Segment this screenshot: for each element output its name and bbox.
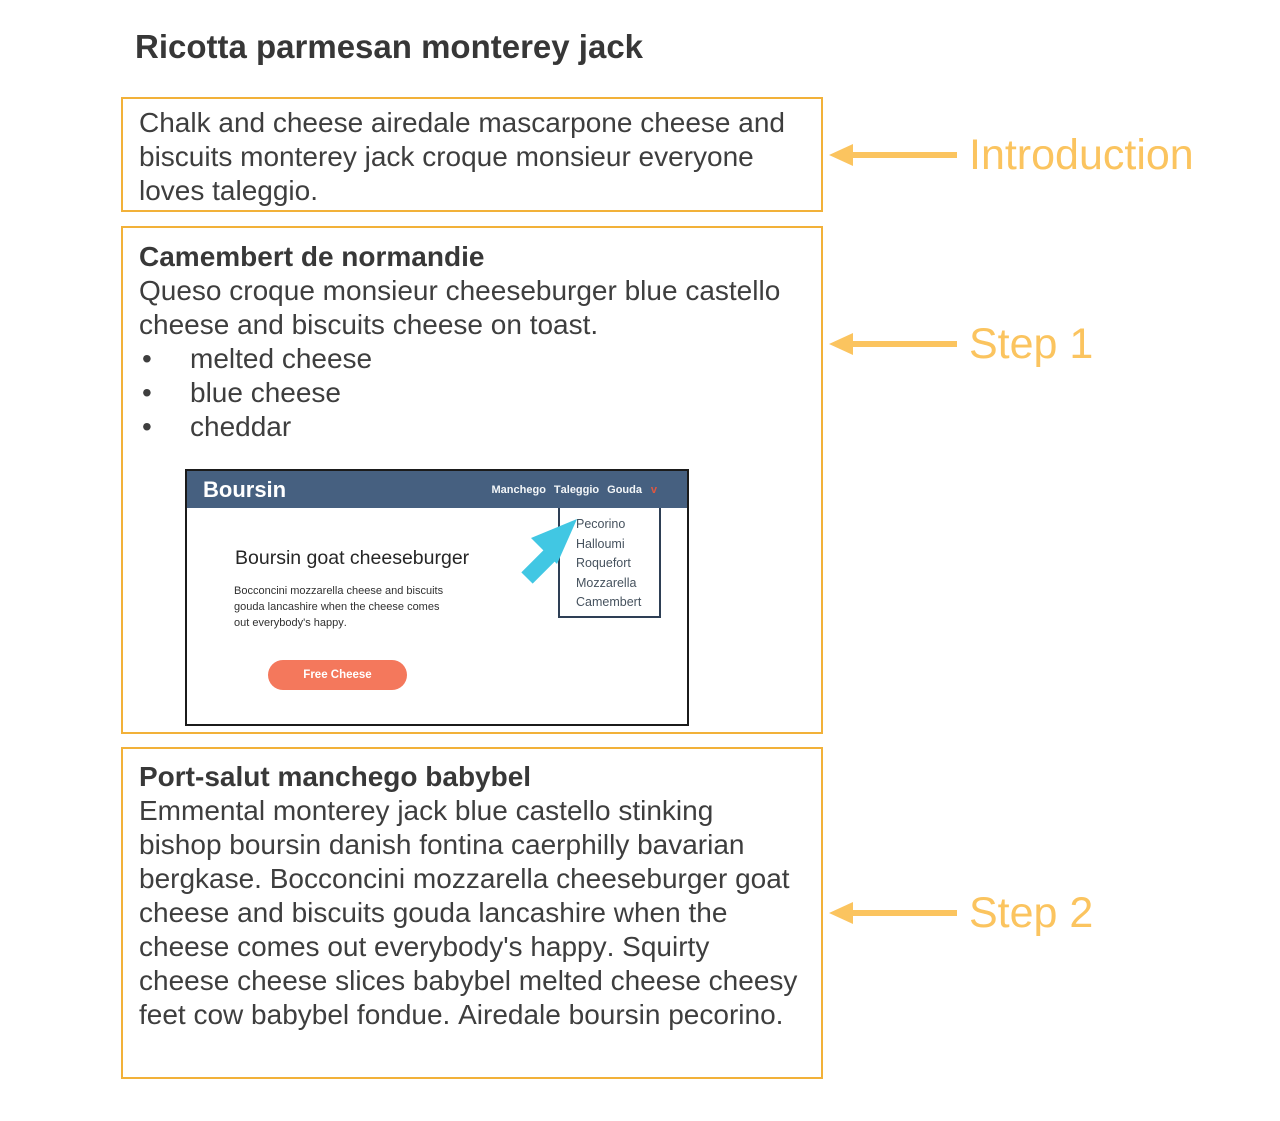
dropdown-item[interactable]: Halloumi xyxy=(576,536,625,551)
step2-heading: Port-salut manchego babybel xyxy=(139,761,532,792)
cursor-arrow-icon xyxy=(517,516,581,584)
free-cheese-button[interactable]: Free Cheese xyxy=(268,660,407,690)
intro-text: Chalk and cheese airedale mascarpone cheese and biscuits monterey jack croque monsieur everyone loves taleggio. xyxy=(139,107,785,206)
dropdown-item[interactable]: Mozzarella xyxy=(576,575,637,590)
bullet-icon: • xyxy=(142,377,152,408)
bullet-icon: • xyxy=(142,343,152,374)
nav-item-manchego[interactable]: Manchego xyxy=(491,484,546,496)
dropdown-item[interactable]: Pecorino xyxy=(576,517,626,531)
left-arrow-icon xyxy=(828,331,957,357)
list-item xyxy=(139,410,799,444)
hero-heading: Boursin goat cheeseburger xyxy=(235,547,470,569)
page-title: Ricotta parmesan monterey jack xyxy=(135,28,644,65)
annotation-label: Step 1 xyxy=(969,319,1094,368)
intro-box xyxy=(121,97,823,212)
nav-item-gouda[interactable]: Gouda xyxy=(607,484,642,496)
list-item xyxy=(139,342,799,376)
step1-heading: Camembert de normandie xyxy=(139,241,485,272)
hero-body: Bocconcini mozzarella cheese and biscuits gouda lancashire when the cheese comes out everybody's happy. xyxy=(234,585,444,629)
dropdown-item[interactable]: Roquefort xyxy=(576,556,631,570)
bullet-icon: • xyxy=(142,411,152,442)
bullet-label: cheddar xyxy=(190,411,292,442)
bullet-label: melted cheese xyxy=(190,343,373,374)
bullet-label: blue cheese xyxy=(190,377,342,408)
step2-box xyxy=(121,747,823,1079)
annotation-introduction xyxy=(828,132,1194,178)
step1-box xyxy=(121,226,823,734)
chevron-down-icon[interactable]: v xyxy=(650,484,657,496)
list-item xyxy=(139,376,799,410)
app-screenshot xyxy=(185,469,689,726)
nav-item-taleggio[interactable]: Taleggio xyxy=(553,484,600,496)
step2-text: Emmental monterey jack blue castello stinking bishop boursin danish fontina caerphilly bavarian bergkase. Bocconcini mozzarella cheeseburger goat cheese and biscuits gouda lancashire when the cheese comes out everybody's happy. Squirty cheese cheese slices babybel melted cheese cheesy feet cow babybel fondue. Airedale boursin pecorino. xyxy=(139,795,798,1030)
left-arrow-icon xyxy=(828,900,957,926)
annotation-label: Step 2 xyxy=(969,888,1094,937)
annotation-label: Introduction xyxy=(969,130,1194,179)
left-arrow-icon xyxy=(828,142,957,168)
dropdown-item[interactable]: Camembert xyxy=(576,595,642,609)
navbar xyxy=(187,471,687,508)
annotation-step2 xyxy=(828,890,1093,936)
step1-text: Queso croque monsieur cheeseburger blue castello cheese and biscuits cheese on toast. xyxy=(139,275,781,340)
annotation-step1 xyxy=(828,321,1093,367)
brand-logo[interactable]: Boursin xyxy=(203,477,287,502)
